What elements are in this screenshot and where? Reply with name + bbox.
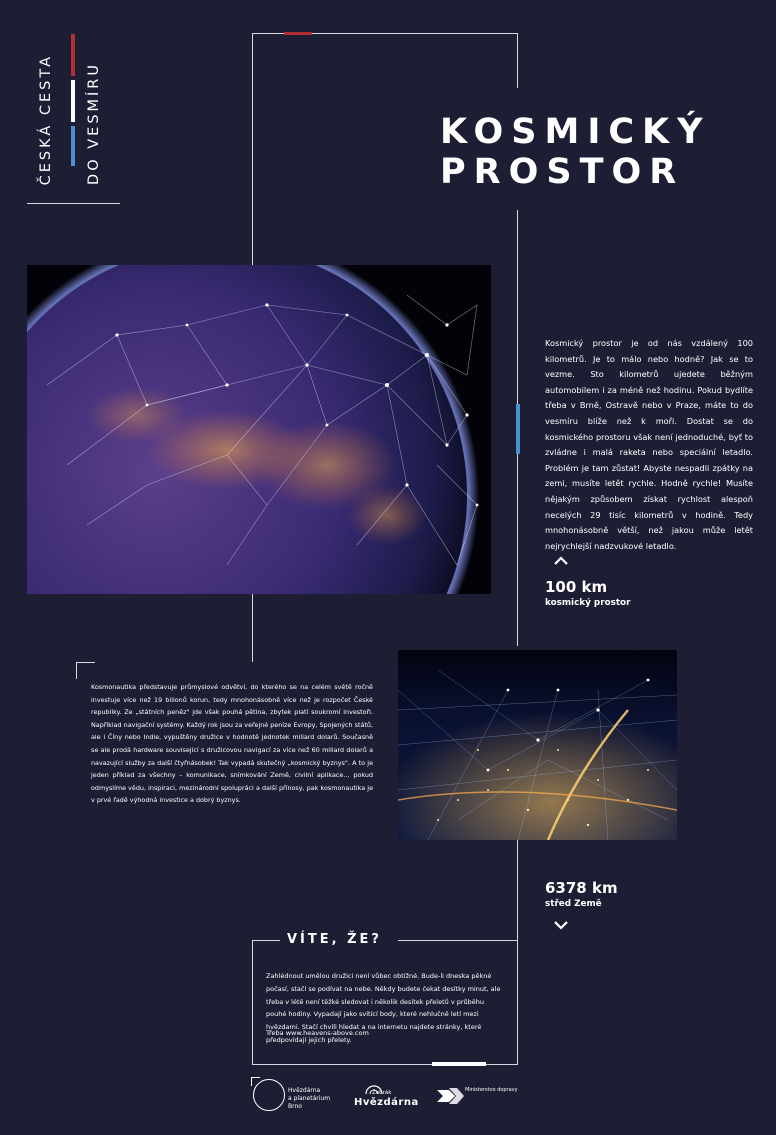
- fact-box-heading: VÍTE, ŽE?: [287, 932, 382, 947]
- flag-white-bar: [71, 80, 75, 122]
- planetarium-logo-line2: a planetárium: [288, 1095, 331, 1102]
- fact-box-text: Zahlédnout umělou družici není vůbec obtížné. Bude-li dneska pěkné počasí, stačí se podívat na nebe. Někdy budete čekat desítky minut, ale třeba v létě není těžké sledovat i několik desítek přeletů v průběhu pouhé hodiny. Vypadají jako svítící body, které nehlučně letí mezi hvězdami. Stačí chvíli hledat a na internetu najdete stránky, které předpovídají jejich přelety.: [266, 972, 501, 1044]
- planetarium-logo-line1: Hvězdárna: [288, 1087, 321, 1094]
- fact-box-right-line: [517, 940, 518, 1065]
- planetarium-logo-line3: Brno: [288, 1103, 302, 1110]
- business-text: Kosmonautika představuje průmyslové odvětví, do kterého se na celém světě ročně investuje více než 19 bilionů korun, tedy mnohonásobně více než je rozpočet České republiky. Ze „státních peněz" jde však pouhá pětina, zbytek platí soukromí investoři. Například navigační systémy. Každý rok jsou za veřejné peníze Evropy, Spojených států, ale i Číny nebo Indie, vypuštěny družice v hodnotě jednotek miliard dolarů. Současně se ale prodá hardware související s družicovou navigací za více než 60 miliard dolarů a navazující služby za další čtyřnásobek! Tak vypadá skutečný „kosmický byznys". A to je jeden příklad za všechny – komunikace, snímkování Země, civilní aplikace… pokud odmyslíme vědu, inspiraci, mezinárodní spolupráci a další přínosy, pak kosmonautika je v prvé řadě výhodná investice a dobrý byznys.: [91, 683, 373, 805]
- business-box-connector: [252, 641, 253, 662]
- page-title: KOSMICKÝ PROSTOR: [440, 112, 711, 192]
- fact-box-top-line-left: [252, 940, 280, 941]
- altitude-label: kosmický prostor: [545, 598, 631, 608]
- fact-box-bottom-white-accent: [432, 1062, 486, 1066]
- chevron-down-icon: [553, 920, 569, 930]
- ministry-arrow-icon: [437, 1086, 465, 1106]
- business-box-left-line: [76, 662, 77, 679]
- frame-right-line-top: [517, 33, 518, 88]
- frame-top-red-accent: [284, 32, 312, 35]
- depth-value: 6378 km: [545, 879, 618, 897]
- series-title-line1: ČESKÁ CESTA: [38, 54, 54, 186]
- frame-blue-accent: [516, 404, 520, 454]
- fact-box-top-line-right: [398, 940, 518, 941]
- intro-text: Kosmický prostor je od nás vzdálený 100 kilometrů. Je to málo nebo hodně? Jak se to vezme. Sto kilometrů ujedete běžným automobilem i za méně než hodinu. Pokud bydlíte třeba v Brně, Ostravě nebo v Praze, máte to do vesmíru blíže než k moři. Dostat se do kosmického prostoru však není jednoduché, byť to zvládne i malá raketa nebo speciální letadlo. Problém je tam zůstat! Abyste nespadli zpátky na zemi, musíte letět rychle. Hodně rychle! Musíte nějakým způsobem získat rychlost alespoň necelých 29 tisíc kilometrů v hodině. Tedy mnohonásobně větší, než jakou může letět nejrychlejší nadzvukové letadlo.: [545, 338, 753, 551]
- zebrak-logo-big: Hvězdárna: [354, 1097, 419, 1108]
- altitude-value: 100 km: [545, 578, 608, 596]
- frame-left-line-top: [252, 33, 253, 266]
- earth-network-photo: [27, 265, 491, 594]
- frame-right-line-low: [517, 840, 518, 940]
- chevron-up-icon: [553, 556, 569, 566]
- flag-red-bar: [71, 34, 75, 76]
- city-lights-photo: [398, 650, 677, 840]
- fact-box-link[interactable]: Třeba www.heavens-above.com: [266, 1029, 369, 1037]
- planetarium-logo-corner: [251, 1077, 260, 1086]
- frame-left-line-mid: [252, 594, 253, 641]
- series-title-underline: [27, 203, 120, 204]
- flag-blue-bar: [71, 126, 75, 166]
- fact-box-left-line: [252, 940, 253, 1065]
- ministry-logo-label: Ministerstvo dopravy: [465, 1087, 518, 1093]
- series-title-line2: DO VESMÍRU: [86, 62, 102, 185]
- zebrak-logo-small: Žebrák: [372, 1090, 392, 1096]
- depth-label: střed Země: [545, 899, 602, 909]
- business-box-top-line: [76, 662, 95, 663]
